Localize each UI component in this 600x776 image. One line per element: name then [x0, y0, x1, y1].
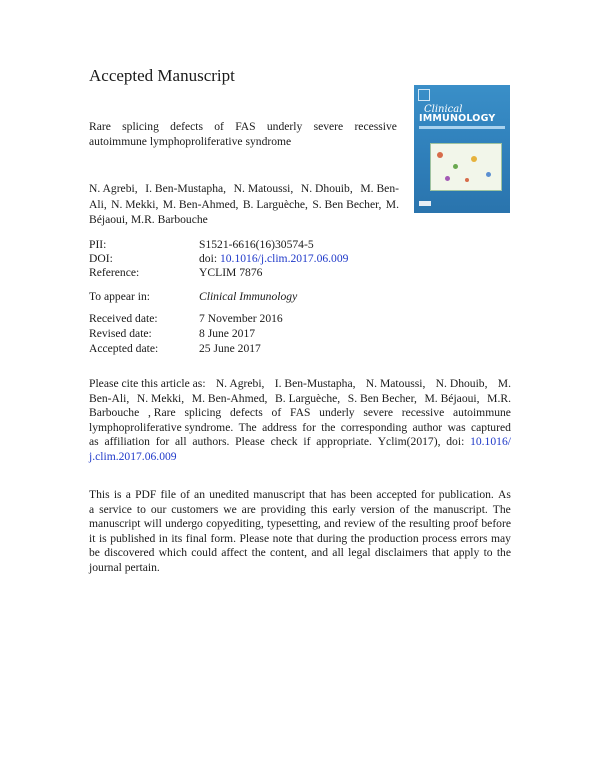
word: be	[89, 546, 100, 559]
word: that	[431, 546, 450, 559]
authors-line	[89, 212, 399, 228]
word: Rare	[89, 120, 111, 133]
word: if	[303, 435, 311, 448]
word: severe	[363, 406, 393, 419]
author-list	[89, 181, 399, 228]
word: to	[136, 502, 146, 516]
doi-prefix: doi:	[199, 252, 218, 265]
word: , Rare	[148, 406, 176, 419]
word: autoimmune	[453, 406, 511, 419]
cover-dot	[471, 156, 477, 162]
word: are	[241, 502, 256, 516]
word: for	[302, 420, 316, 434]
word: author	[412, 420, 443, 434]
cover-title-line1: Clinical	[424, 104, 463, 115]
word: recessive	[401, 406, 445, 419]
word: all	[332, 546, 344, 559]
citation-line	[89, 450, 511, 465]
word: legal	[348, 546, 371, 559]
word: B. Larguèche,	[275, 391, 341, 405]
word: I. Ben-Mustapha,	[145, 182, 227, 195]
word: it	[89, 531, 96, 545]
word: disclaimers	[374, 546, 428, 559]
word: a	[89, 502, 95, 516]
word: all	[175, 435, 187, 448]
word: unedited	[209, 488, 250, 501]
word: underly	[319, 406, 355, 419]
word: lymphoproliferative syndrome.	[89, 420, 234, 434]
word: Yclim(2017),	[377, 435, 441, 448]
word: of	[271, 406, 282, 419]
word: may	[490, 531, 511, 545]
citation-line	[89, 392, 511, 407]
disclaimer-line	[89, 546, 511, 561]
disclaimer-line	[89, 532, 511, 547]
word: check	[270, 435, 298, 448]
word: published	[110, 531, 156, 545]
word: the	[414, 502, 429, 516]
article-title	[89, 120, 397, 149]
word: customers	[171, 502, 219, 516]
word: proof	[453, 517, 479, 530]
citation-paragraph	[89, 377, 511, 464]
word: FAS	[235, 120, 256, 133]
appear-label: To appear in:	[89, 290, 150, 303]
word: Please	[235, 435, 265, 448]
word: has	[330, 488, 347, 501]
word: could	[191, 546, 217, 559]
word: N. Agrebi,	[215, 377, 265, 390]
reference-label: Reference:	[89, 266, 140, 279]
word: appropriate.	[316, 435, 372, 448]
received-label: Received date:	[89, 312, 158, 325]
word: and	[324, 517, 341, 530]
citation-line	[89, 406, 511, 421]
word: manuscript.	[433, 502, 488, 516]
cover-footer-logo	[419, 201, 431, 206]
word: manuscript	[89, 517, 141, 530]
word: M.	[385, 197, 399, 211]
word: file	[160, 488, 176, 501]
word: discovered	[104, 546, 155, 559]
word: N. Mekki,	[136, 391, 185, 405]
cover-title-line2: IMMUNOLOGY	[419, 113, 496, 124]
word: of	[180, 488, 190, 501]
word: for	[155, 435, 170, 448]
authors-line	[89, 197, 399, 213]
word: Please cite this article as:	[89, 377, 206, 390]
word: underly	[266, 120, 303, 133]
word: M.R.	[487, 391, 511, 405]
word: N. Matoussi,	[233, 182, 294, 195]
word: The	[492, 502, 511, 516]
word: its	[171, 531, 183, 545]
word: M. Béjaoui,	[424, 391, 480, 405]
word: Ben-Ali,	[89, 391, 130, 405]
cover-dot	[437, 152, 443, 158]
word: copyediting,	[206, 517, 264, 530]
word: been	[350, 488, 373, 501]
revised-label: Revised date:	[89, 327, 152, 340]
pii-label: PII:	[89, 238, 107, 251]
pii-value: S1521-6616(16)30574-5	[199, 238, 314, 251]
reference-value: YCLIM 7876	[199, 266, 263, 279]
word: the	[251, 546, 266, 559]
word: apply	[453, 546, 480, 559]
word: M.	[497, 377, 511, 390]
publisher-logo-icon	[418, 89, 430, 101]
authors-line	[89, 181, 399, 197]
word: M. Ben-Ahmed,	[162, 197, 239, 211]
word: undergo	[165, 517, 203, 530]
cover-dot	[453, 164, 458, 169]
cover-subtitle-bar	[419, 126, 505, 129]
word: doi:	[446, 435, 465, 448]
word: N. Mekki,	[111, 197, 159, 211]
word: the	[391, 517, 406, 530]
doi-link[interactable]: 10.1016/j.clim.2017.06.009	[219, 252, 349, 265]
revised-value: 8 June 2017	[199, 327, 256, 340]
word: content,	[270, 546, 308, 559]
disclaimer-line	[89, 517, 511, 532]
citation-doi-link-start[interactable]: 10.1016/	[470, 435, 511, 448]
word: publication.	[438, 488, 494, 501]
word: typesetting,	[267, 517, 321, 530]
word: of	[378, 517, 389, 530]
word: authors.	[192, 435, 230, 448]
word: during	[316, 531, 348, 545]
word: N. Dhouib,	[300, 182, 353, 195]
word: N. Dhouib,	[435, 377, 488, 390]
word: address	[262, 420, 297, 434]
word: to	[483, 546, 493, 559]
word: Ali,	[89, 197, 107, 211]
word: service	[99, 502, 132, 516]
word: in	[158, 531, 168, 545]
word: I. Ben-Mustapha,	[274, 377, 356, 390]
word: resulting	[409, 517, 450, 530]
word: providing	[260, 502, 306, 516]
word: affiliation	[104, 435, 150, 448]
word: splicing	[122, 120, 159, 133]
word: our	[150, 502, 167, 516]
word: severe	[313, 120, 344, 133]
disclaimer-paragraph	[89, 488, 511, 575]
word: manuscript	[253, 488, 305, 501]
journal-cover-image	[414, 85, 510, 213]
word: the	[350, 531, 365, 545]
word: PDF	[135, 488, 157, 501]
word: as	[89, 435, 99, 448]
word: This	[89, 488, 110, 501]
word: the	[496, 546, 511, 559]
cover-dot	[465, 178, 469, 182]
word: splicing	[184, 406, 222, 419]
word: M. Ben-Ahmed,	[191, 391, 268, 405]
disclaimer-line: journal pertain.	[89, 560, 160, 574]
word: is	[113, 488, 122, 501]
word: B. Larguèche,	[242, 197, 308, 211]
page-heading: Accepted Manuscript	[89, 66, 235, 85]
disclaimer-line	[89, 503, 511, 518]
word: Please	[239, 531, 270, 545]
word: note	[272, 531, 293, 545]
journal-name: Clinical Immunology	[199, 290, 298, 303]
word: we	[223, 502, 237, 516]
word: was	[447, 420, 466, 434]
cover-artwork	[430, 143, 502, 191]
accepted-label: Accepted date:	[89, 342, 159, 355]
doi-value	[199, 252, 348, 265]
word: errors	[460, 531, 488, 545]
word: The	[238, 420, 257, 434]
word: accepted	[376, 488, 417, 501]
cover-dot	[486, 172, 491, 177]
authors-text: Béjaoui, M.R. Barbouche	[89, 213, 208, 226]
word: and	[311, 546, 329, 559]
word: version	[360, 502, 395, 516]
word: S. Ben Becher,	[347, 391, 417, 405]
word: affect	[221, 546, 248, 559]
word: captured	[471, 420, 511, 434]
word: N. Matoussi,	[365, 377, 426, 390]
word: N. Agrebi,	[89, 182, 138, 195]
word: the	[321, 420, 336, 434]
disclaimer-line	[89, 488, 511, 503]
word: that	[296, 531, 314, 545]
word: a	[125, 488, 131, 501]
word: before	[481, 517, 511, 530]
received-value: 7 November 2016	[199, 312, 283, 325]
word: review	[344, 517, 376, 530]
word: S. Ben Becher,	[312, 197, 382, 211]
word: Barbouche	[89, 406, 140, 419]
word: final	[185, 531, 208, 545]
title-line	[89, 120, 397, 135]
word: defects	[229, 406, 263, 419]
word: early	[332, 502, 356, 516]
word: is	[98, 531, 107, 545]
citation-line	[89, 421, 511, 436]
word: that	[309, 488, 327, 501]
word: form.	[210, 531, 236, 545]
citation-line	[89, 377, 511, 392]
word: for	[421, 488, 435, 501]
word: FAS	[289, 406, 311, 419]
doi-label: DOI:	[89, 252, 113, 265]
word: of	[214, 120, 224, 133]
word: this	[310, 502, 328, 516]
cover-dot	[445, 176, 450, 181]
word: production	[368, 531, 419, 545]
citation-doi-link[interactable]: j.clim.2017.06.009	[89, 449, 177, 463]
word: process	[422, 531, 457, 545]
title-line: autoimmune lymphoproliferative syndrome	[89, 134, 292, 148]
word: recessive	[354, 120, 397, 133]
word: defects	[170, 120, 203, 133]
word: which	[158, 546, 187, 559]
word: As	[498, 488, 511, 501]
word: corresponding	[340, 420, 408, 434]
citation-line	[89, 435, 511, 450]
word: will	[143, 517, 162, 530]
accepted-value: 25 June 2017	[199, 342, 261, 355]
word: of	[399, 502, 410, 516]
word: an	[194, 488, 205, 501]
word: M. Ben-	[360, 182, 399, 195]
